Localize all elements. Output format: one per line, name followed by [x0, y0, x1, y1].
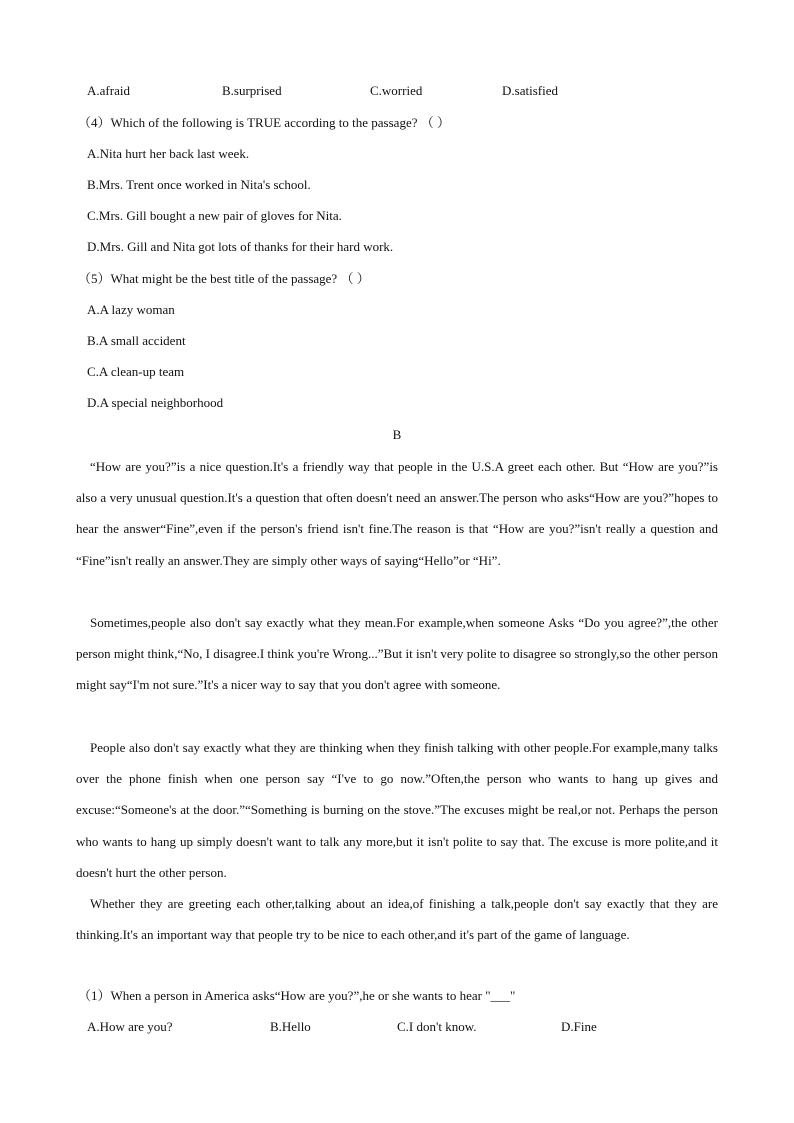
question-4-option-b: B.Mrs. Trent once worked in Nita's school.	[87, 177, 311, 192]
question-5-option-d: D.A special neighborhood	[87, 395, 224, 410]
section-b-heading: B	[392, 427, 402, 442]
question-5-option-c: C.A clean-up team	[87, 364, 185, 379]
passage-paragraph-4: Whether they are greeting each other,talking about an idea,of finishing a talk,people don't say exactly that they are thinking.It's an important way that people try to be nice to each other,and it's part of the game of language.	[76, 896, 718, 943]
question-5-stem: （5）What might be the best title of the passage? （ ）	[78, 271, 370, 286]
option-a: A.afraid	[87, 83, 130, 98]
section-b-question-1-stem: （1）When a person in America asks“How are you?”,he or she wants to hear "___"	[78, 988, 516, 1003]
option-b: B.Hello	[270, 1019, 311, 1034]
question-4-stem: （4）Which of the following is TRUE according to the passage? （ ）	[78, 115, 450, 130]
option-c: C.worried	[370, 83, 423, 98]
passage-paragraph-1: “How are you?”is a nice question.It's a friendly way that people in the U.S.A greet each other. But “How are you?”is also a very unusual question.It's a question that often doesn't need an answer.The person who asks“How are you?”hopes to hear the answer“Fine”,even if the person's friend isn't fine.The reason is that “How are you?”isn't really a question and “Fine”isn't really an answer.They are simply other ways of saying“Hello”or “Hi”.	[76, 459, 718, 568]
question-4-option-c: C.Mrs. Gill bought a new pair of gloves for Nita.	[87, 208, 342, 223]
question-4-option-a: A.Nita hurt her back last week.	[87, 146, 250, 161]
prev-question-options	[0, 83, 794, 99]
option-a: A.How are you?	[87, 1019, 173, 1034]
option-d: D.Fine	[561, 1019, 597, 1034]
passage-paragraph-3: People also don't say exactly what they are thinking when they finish talking with other people.For example,many talks over the phone finish when one person say “I've to go now.”Often,the person who wants to hang up gives and excuse:“Someone's at the door.”“Something is burning on the stove.”The excuses might be real,or not. Perhaps the person who wants to hang up simply doesn't want to talk any more,but it isn't polite to say that. The excuse is more polite,and it doesn't hurt the other person.	[76, 740, 718, 880]
option-d: D.satisfied	[502, 83, 558, 98]
question-5-option-b: B.A small accident	[87, 333, 186, 348]
section-b-question-1-options	[0, 1019, 794, 1035]
passage-paragraph-2: Sometimes,people also don't say exactly what they mean.For example,when someone Asks “Do you agree?”,the other person might think,“No, I disagree.I think you're Wrong...”But it isn't very polite to disagree so strongly,so the other person might say“I'm not sure.”It's a nicer way to say that you don't agree with someone.	[76, 615, 718, 693]
question-5-option-a: A.A lazy woman	[87, 302, 175, 317]
option-c: C.I don't know.	[397, 1019, 477, 1034]
question-4-option-d: D.Mrs. Gill and Nita got lots of thanks for their hard work.	[87, 239, 394, 254]
option-b: B.surprised	[222, 83, 282, 98]
